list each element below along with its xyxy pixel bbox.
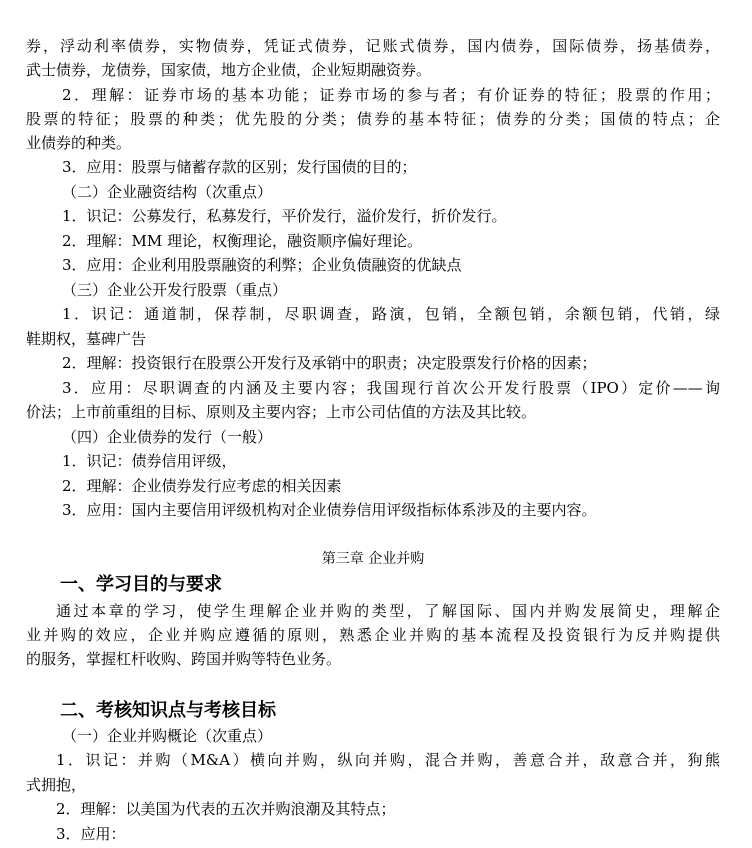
text-line: 价法；上市前重组的目标、原则及主要内容；上市公司估值的方法及其比较。 [26, 403, 537, 421]
text-line: 1．识记：通道制，保荐制，尽职调查，路演，包销，全额包销，余额包销，代销，绿 [62, 305, 720, 323]
text-line: 2．理解：证券市场的基本功能；证券市场的参与者；有价证券的特征；股票的作用； [62, 86, 720, 104]
chapter-title: 第三章 企业并购 [321, 551, 425, 567]
text-line: 2．理解：以美国为代表的五次并购浪潮及其特点； [56, 800, 396, 818]
section-heading: 一、学习目的与要求 [60, 574, 222, 595]
text-line: 业债券的种类。 [26, 134, 132, 152]
text-line: 3．应用： [56, 825, 126, 843]
paragraph-line: 通过本章的学习，使学生理解企业并购的类型，了解国际、国内并购发展简史，理解企 [56, 602, 720, 620]
paragraph-line: 的服务，掌握杠杆收购、跨国并购等特色业务。 [26, 650, 342, 668]
text-line: 1．识记：并购（M&A）横向并购，纵向并购，混合并购，善意合并，敌意合并，狗熊 [56, 751, 720, 769]
subsection-heading: （四）企业债券的发行（一般） [62, 428, 273, 446]
subsection-heading: （二）企业融资结构（次重点） [62, 183, 273, 201]
paragraph-line: 业并购的效应，企业并购应遵循的原则，熟悉企业并购的基本流程及投资银行为反并购提供 [26, 626, 720, 644]
text-line: 股票的特征；股票的种类；优先股的分类；债券的基本特征；债券的分类；国债的特点；企 [26, 110, 720, 128]
text-line: 武士债券，龙债券，国家债，地方企业债，企业短期融资券。 [26, 61, 432, 79]
subsection-heading: （一）企业并购概论（次重点） [62, 727, 273, 745]
text-line: 2．理解：企业债券发行应考虑的相关因素 [62, 477, 342, 495]
text-line: 1．识记：债券信用评级， [62, 452, 237, 470]
text-line: 3．应用：股票与储蓄存款的区别；发行国债的目的； [62, 158, 417, 176]
text-line: 3．应用：企业利用股票融资的利弊；企业负债融资的优缺点 [62, 256, 462, 274]
text-line: 鞋期权，墓碑广告 [26, 330, 147, 348]
text-line: 2．理解：投资银行在股票公开发行及承销中的职责；决定股票发行价格的因素； [62, 354, 597, 372]
text-line: 3．应用：国内主要信用评级机构对企业债券信用评级指标体系涉及的主要内容。 [62, 501, 597, 519]
text-line: 1．识记：公募发行，私募发行，平价发行，溢价发行，折价发行。 [62, 207, 507, 225]
text-line: 3．应用：尽职调查的内涵及主要内容；我国现行首次公开发行股票（IPO）定价——询 [62, 379, 720, 397]
text-line: 2．理解：MM 理论，权衡理论，融资顺序偏好理论。 [62, 232, 423, 250]
text-line: 券，浮动利率债券，实物债券，凭证式债券，记账式债券，国内债券，国际债券，扬基债券， [26, 37, 720, 55]
section-heading: 二、考核知识点与考核目标 [60, 700, 276, 721]
subsection-heading: （三）企业公开发行股票（重点） [62, 281, 288, 299]
text-line: 式拥抱， [26, 776, 87, 794]
